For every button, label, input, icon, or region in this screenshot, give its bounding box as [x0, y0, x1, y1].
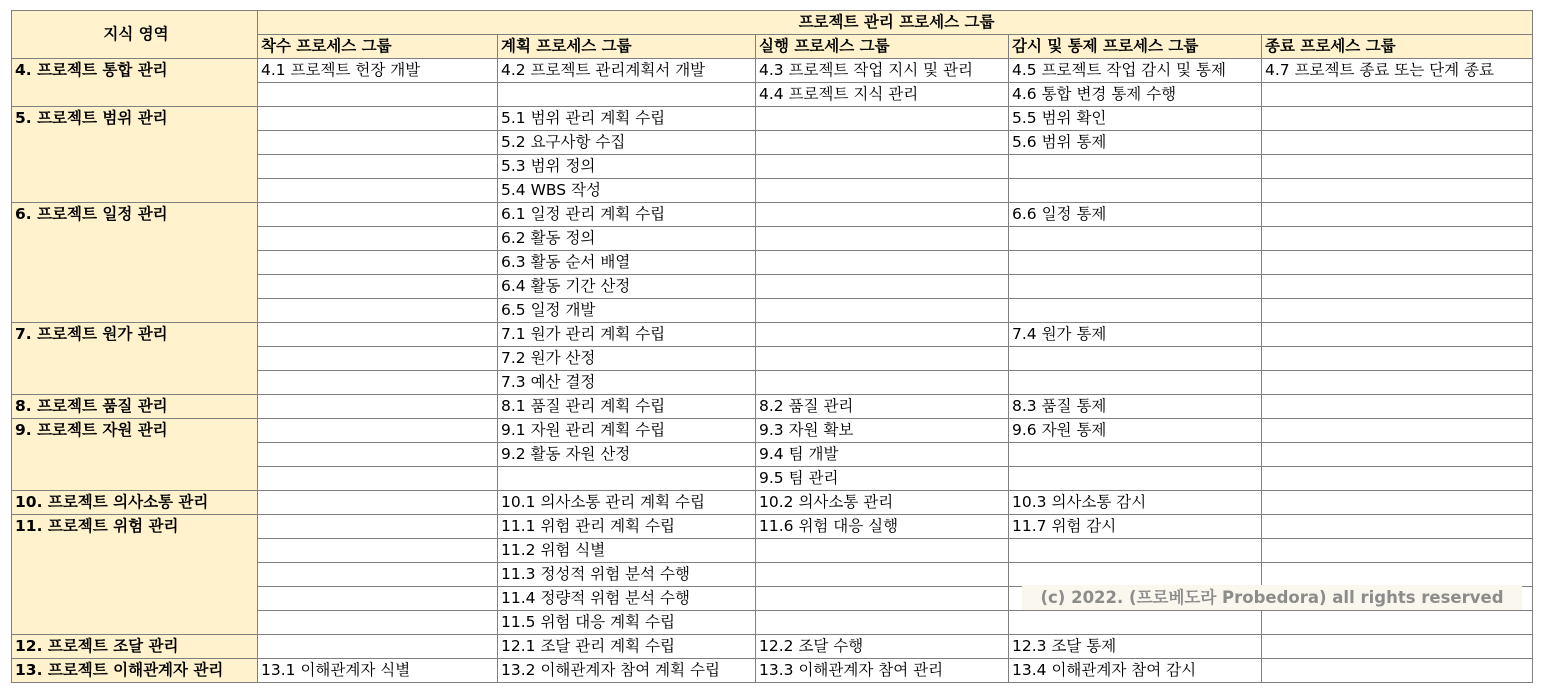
knowledge-area-label: 4. 프로젝트 통합 관리: [12, 59, 258, 107]
process-cell-closing: [1262, 275, 1533, 299]
process-cell-monitoring: [1009, 371, 1262, 395]
process-cell-executing: [756, 203, 1009, 227]
process-cell-executing: [756, 251, 1009, 275]
process-cell-initiating: [258, 443, 498, 467]
table-row: [12, 515, 1533, 539]
process-cell-closing: [1262, 155, 1533, 179]
process-cell-monitoring: [1009, 179, 1262, 203]
process-cell-monitoring: [1009, 539, 1262, 563]
process-cell-monitoring: [1009, 251, 1262, 275]
process-matrix-table: [11, 10, 1533, 683]
knowledge-area-label: 5. 프로젝트 범위 관리: [12, 107, 258, 203]
col-header-monitoring: 감시 및 통제 프로세스 그룹: [1009, 35, 1262, 59]
process-cell-monitoring: [1009, 467, 1262, 491]
process-cell-planning: 7.1 원가 관리 계획 수립: [498, 323, 756, 347]
process-cell-planning: 11.4 정량적 위험 분석 수행: [498, 587, 756, 611]
process-cell-monitoring: [1009, 611, 1262, 635]
knowledge-area-label: 12. 프로젝트 조달 관리: [12, 635, 258, 659]
process-cell-closing: [1262, 203, 1533, 227]
process-group-title: 프로젝트 관리 프로세스 그룹: [258, 11, 1533, 35]
process-cell-closing: [1262, 491, 1533, 515]
process-cell-planning: 11.2 위험 식별: [498, 539, 756, 563]
process-cell-planning: 13.2 이해관계자 참여 계획 수립: [498, 659, 756, 683]
process-cell-executing: [756, 587, 1009, 611]
process-cell-planning: 6.4 활동 기간 산정: [498, 275, 756, 299]
process-cell-initiating: [258, 347, 498, 371]
process-cell-executing: 13.3 이해관계자 참여 관리: [756, 659, 1009, 683]
col-header-closing: 종료 프로세스 그룹: [1262, 35, 1533, 59]
knowledge-area-header: 지식 영역: [12, 11, 258, 59]
process-cell-planning: 9.1 자원 관리 계획 수립: [498, 419, 756, 443]
table-row: [12, 659, 1533, 683]
process-cell-executing: 8.2 품질 관리: [756, 395, 1009, 419]
process-cell-planning: 8.1 품질 관리 계획 수립: [498, 395, 756, 419]
table-row: [12, 491, 1533, 515]
process-cell-closing: [1262, 443, 1533, 467]
process-cell-planning: 6.1 일정 관리 계획 수립: [498, 203, 756, 227]
process-cell-initiating: [258, 299, 498, 323]
process-cell-executing: [756, 227, 1009, 251]
process-cell-executing: [756, 563, 1009, 587]
knowledge-area-label: 6. 프로젝트 일정 관리: [12, 203, 258, 323]
table-row: [12, 419, 1533, 443]
process-cell-planning: 11.3 정성적 위험 분석 수행: [498, 563, 756, 587]
process-cell-monitoring: 11.7 위험 감시: [1009, 515, 1262, 539]
process-cell-monitoring: [1009, 227, 1262, 251]
knowledge-area-label: 13. 프로젝트 이해관계자 관리: [12, 659, 258, 683]
process-cell-initiating: [258, 419, 498, 443]
process-cell-closing: [1262, 395, 1533, 419]
process-cell-initiating: [258, 611, 498, 635]
table-row: [12, 323, 1533, 347]
process-cell-executing: [756, 179, 1009, 203]
knowledge-area-label: 10. 프로젝트 의사소통 관리: [12, 491, 258, 515]
process-cell-closing: [1262, 347, 1533, 371]
process-cell-monitoring: 7.4 원가 통제: [1009, 323, 1262, 347]
process-cell-executing: 4.4 프로젝트 지식 관리: [756, 83, 1009, 107]
process-cell-initiating: [258, 275, 498, 299]
process-cell-executing: 4.3 프로젝트 작업 지시 및 관리: [756, 59, 1009, 83]
process-cell-initiating: [258, 395, 498, 419]
process-cell-monitoring: 9.6 자원 통제: [1009, 419, 1262, 443]
process-cell-closing: [1262, 107, 1533, 131]
table-row: [12, 59, 1533, 83]
process-cell-executing: [756, 611, 1009, 635]
process-cell-closing: [1262, 371, 1533, 395]
process-cell-planning: 7.3 예산 결정: [498, 371, 756, 395]
process-cell-monitoring: 5.6 범위 통제: [1009, 131, 1262, 155]
process-cell-closing: [1262, 515, 1533, 539]
process-cell-initiating: [258, 179, 498, 203]
process-cell-initiating: [258, 155, 498, 179]
process-cell-executing: [756, 371, 1009, 395]
col-header-planning: 계획 프로세스 그룹: [498, 35, 756, 59]
process-cell-planning: [498, 83, 756, 107]
process-cell-monitoring: 8.3 품질 통제: [1009, 395, 1262, 419]
process-cell-closing: [1262, 659, 1533, 683]
process-cell-executing: [756, 299, 1009, 323]
table-row: [12, 395, 1533, 419]
process-cell-closing: [1262, 251, 1533, 275]
process-cell-monitoring: [1009, 347, 1262, 371]
process-cell-closing: [1262, 563, 1533, 587]
process-cell-monitoring: 10.3 의사소통 감시: [1009, 491, 1262, 515]
process-cell-closing: [1262, 179, 1533, 203]
process-cell-closing: [1262, 83, 1533, 107]
copyright-watermark: (c) 2022. (프로베도라 Probedora) all rights reserved: [1022, 585, 1522, 610]
process-cell-closing: [1262, 539, 1533, 563]
process-cell-initiating: [258, 227, 498, 251]
process-cell-initiating: [258, 203, 498, 227]
col-header-initiating: 착수 프로세스 그룹: [258, 35, 498, 59]
process-cell-closing: [1262, 467, 1533, 491]
process-cell-initiating: [258, 323, 498, 347]
process-cell-planning: 5.3 범위 정의: [498, 155, 756, 179]
knowledge-area-label: 8. 프로젝트 품질 관리: [12, 395, 258, 419]
process-cell-initiating: [258, 491, 498, 515]
process-cell-initiating: [258, 587, 498, 611]
process-cell-planning: 7.2 원가 산정: [498, 347, 756, 371]
header-row-group: [12, 11, 1533, 35]
process-cell-planning: 5.2 요구사항 수집: [498, 131, 756, 155]
process-cell-initiating: [258, 635, 498, 659]
process-cell-planning: [498, 467, 756, 491]
process-cell-planning: 6.3 활동 순서 배열: [498, 251, 756, 275]
process-cell-monitoring: 4.6 통합 변경 통제 수행: [1009, 83, 1262, 107]
process-cell-planning: 11.1 위험 관리 계획 수립: [498, 515, 756, 539]
process-cell-planning: 6.2 활동 정의: [498, 227, 756, 251]
process-cell-initiating: [258, 107, 498, 131]
process-cell-closing: [1262, 323, 1533, 347]
process-cell-executing: 11.6 위험 대응 실행: [756, 515, 1009, 539]
process-cell-planning: 12.1 조달 관리 계획 수립: [498, 635, 756, 659]
process-cell-planning: 11.5 위험 대응 계획 수립: [498, 611, 756, 635]
process-cell-closing: [1262, 227, 1533, 251]
process-cell-initiating: 4.1 프로젝트 헌장 개발: [258, 59, 498, 83]
process-cell-planning: 5.1 범위 관리 계획 수립: [498, 107, 756, 131]
process-cell-initiating: [258, 467, 498, 491]
process-cell-executing: [756, 539, 1009, 563]
process-cell-executing: [756, 275, 1009, 299]
table-row: [12, 203, 1533, 227]
process-cell-executing: [756, 155, 1009, 179]
process-cell-closing: [1262, 635, 1533, 659]
process-cell-executing: 10.2 의사소통 관리: [756, 491, 1009, 515]
process-cell-initiating: [258, 563, 498, 587]
process-cell-executing: 12.2 조달 수행: [756, 635, 1009, 659]
process-cell-planning: 5.4 WBS 작성: [498, 179, 756, 203]
process-cell-executing: 9.4 팀 개발: [756, 443, 1009, 467]
process-cell-closing: [1262, 611, 1533, 635]
process-cell-initiating: [258, 251, 498, 275]
knowledge-area-label: 7. 프로젝트 원가 관리: [12, 323, 258, 395]
col-header-executing: 실행 프로세스 그룹: [756, 35, 1009, 59]
process-cell-monitoring: 4.5 프로젝트 작업 감시 및 통제: [1009, 59, 1262, 83]
process-cell-executing: 9.3 자원 확보: [756, 419, 1009, 443]
process-cell-executing: [756, 323, 1009, 347]
process-cell-monitoring: [1009, 275, 1262, 299]
table-row: [12, 635, 1533, 659]
process-cell-initiating: [258, 539, 498, 563]
process-cell-closing: [1262, 131, 1533, 155]
process-cell-executing: 9.5 팀 관리: [756, 467, 1009, 491]
process-cell-executing: [756, 107, 1009, 131]
process-cell-initiating: [258, 131, 498, 155]
process-cell-monitoring: 5.5 범위 확인: [1009, 107, 1262, 131]
process-cell-planning: 10.1 의사소통 관리 계획 수립: [498, 491, 756, 515]
knowledge-area-label: 9. 프로젝트 자원 관리: [12, 419, 258, 491]
process-cell-executing: [756, 131, 1009, 155]
process-cell-initiating: [258, 515, 498, 539]
process-cell-monitoring: [1009, 443, 1262, 467]
process-cell-initiating: [258, 371, 498, 395]
knowledge-area-label: 11. 프로젝트 위험 관리: [12, 515, 258, 635]
process-cell-initiating: 13.1 이해관계자 식별: [258, 659, 498, 683]
process-cell-monitoring: 6.6 일정 통제: [1009, 203, 1262, 227]
process-cell-monitoring: 13.4 이해관계자 참여 감시: [1009, 659, 1262, 683]
process-cell-planning: 6.5 일정 개발: [498, 299, 756, 323]
process-cell-monitoring: 12.3 조달 통제: [1009, 635, 1262, 659]
process-cell-monitoring: [1009, 155, 1262, 179]
process-cell-closing: 4.7 프로젝트 종료 또는 단계 종료: [1262, 59, 1533, 83]
process-cell-monitoring: [1009, 299, 1262, 323]
process-cell-executing: [756, 347, 1009, 371]
process-cell-initiating: [258, 83, 498, 107]
process-cell-closing: [1262, 419, 1533, 443]
table-row: [12, 107, 1533, 131]
process-cell-planning: 4.2 프로젝트 관리계획서 개발: [498, 59, 756, 83]
process-cell-monitoring: [1009, 563, 1262, 587]
process-cell-closing: [1262, 299, 1533, 323]
process-cell-planning: 9.2 활동 자원 산정: [498, 443, 756, 467]
